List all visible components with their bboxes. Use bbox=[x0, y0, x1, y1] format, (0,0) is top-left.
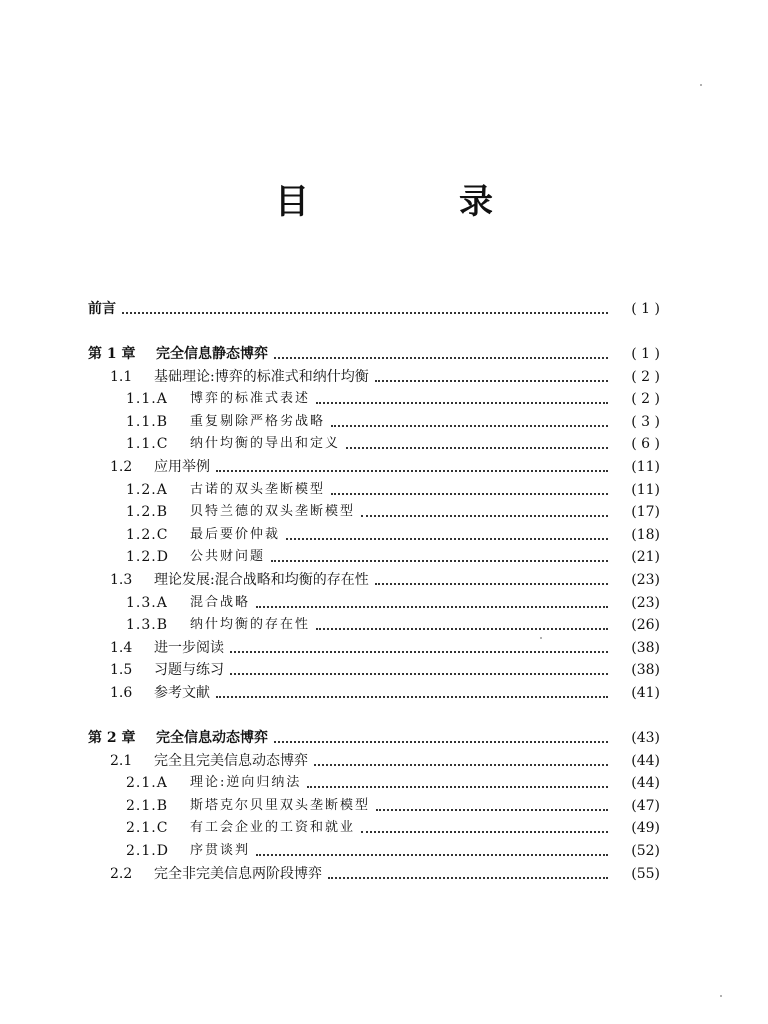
toc-entry bbox=[88, 409, 660, 431]
toc-entry-page: (17) bbox=[631, 504, 660, 521]
toc-entry-label bbox=[88, 774, 301, 792]
toc-entry bbox=[88, 680, 660, 702]
dot-leader bbox=[274, 741, 608, 743]
dot-leader bbox=[216, 470, 608, 472]
toc-entry-number: 1.2.C bbox=[126, 526, 169, 543]
toc-entry-label bbox=[88, 865, 322, 883]
toc-entry-label bbox=[88, 435, 340, 453]
toc-entry bbox=[88, 657, 660, 679]
toc-entry-number: 1.3.A bbox=[126, 594, 168, 611]
dot-leader bbox=[230, 673, 608, 675]
toc-entry-page: ( 1 ) bbox=[631, 346, 660, 362]
toc-entry-title: 基础理论:博弈的标准式和纳什均衡 bbox=[154, 368, 369, 385]
toc-entry-label bbox=[88, 639, 224, 657]
dot-leader bbox=[375, 380, 608, 382]
toc-entry-title: 完全非完美信息两阶段博弈 bbox=[154, 865, 322, 882]
toc-entry-page: (26) bbox=[631, 617, 660, 634]
toc-entry-label bbox=[88, 481, 325, 499]
dot-leader bbox=[346, 447, 608, 449]
toc-entry-label bbox=[88, 548, 265, 566]
toc-entry-page: ( 6 ) bbox=[631, 436, 660, 453]
toc-entry-title: 重复剔除严格劣战略 bbox=[190, 413, 326, 429]
dot-leader bbox=[316, 402, 608, 404]
toc-entry-page: (52) bbox=[631, 843, 660, 859]
toc-entry-page: ( 2 ) bbox=[631, 368, 660, 385]
toc-entry-number: 2.1.D bbox=[126, 843, 169, 859]
toc-entry-number: 1.1.A bbox=[126, 391, 168, 408]
toc-entry-page: (18) bbox=[631, 526, 660, 543]
toc-entry bbox=[88, 815, 660, 837]
toc-entry-title: 贝特兰德的双头垄断模型 bbox=[190, 504, 356, 520]
toc-entry-number: 1.6 bbox=[110, 685, 133, 701]
dot-leader bbox=[271, 560, 608, 562]
dot-leader bbox=[361, 515, 608, 517]
toc-entry bbox=[88, 477, 660, 499]
dot-leader bbox=[375, 583, 608, 585]
toc-entry-title: 应用举例 bbox=[154, 459, 210, 475]
toc-entry bbox=[88, 748, 660, 770]
toc-entry-page: (49) bbox=[631, 820, 660, 837]
toc-entry-number: 2.1.A bbox=[126, 775, 168, 792]
toc-entry-title: 完全信息动态博弈 bbox=[156, 730, 268, 746]
scan-speck bbox=[540, 637, 542, 639]
toc-entry-label bbox=[88, 345, 268, 363]
toc-entry-label bbox=[88, 571, 369, 589]
toc-entry-title: 混合战略 bbox=[190, 594, 251, 610]
toc-entry-page: (11) bbox=[631, 459, 660, 475]
toc-entry-page: (38) bbox=[631, 639, 660, 656]
toc-entry-number: 1.2.A bbox=[126, 481, 168, 498]
toc-entry-number: 1.2.D bbox=[126, 549, 169, 566]
toc-entry bbox=[88, 431, 660, 453]
toc-entry-label bbox=[88, 797, 370, 815]
toc-entry-number: 1.1 bbox=[110, 368, 133, 385]
toc-entry-label bbox=[88, 300, 116, 318]
toc-entry-page: (41) bbox=[631, 685, 660, 701]
toc-entry-page: (55) bbox=[631, 865, 660, 882]
toc-entry-label bbox=[88, 390, 310, 408]
dot-leader bbox=[286, 538, 608, 540]
dot-leader bbox=[376, 809, 608, 811]
toc-entry-number: 2.2 bbox=[110, 865, 133, 882]
toc-entry-number: 1.2 bbox=[110, 459, 133, 475]
toc-entry bbox=[88, 567, 660, 589]
toc-entry-label bbox=[88, 616, 310, 634]
scan-speck bbox=[720, 995, 722, 997]
toc-entry-page: (44) bbox=[631, 752, 660, 769]
toc-entry-label bbox=[88, 526, 280, 544]
toc-entry-label bbox=[88, 842, 250, 860]
toc-entry-title: 有工会企业的工资和就业 bbox=[190, 820, 356, 836]
toc-entry-label bbox=[88, 661, 224, 679]
toc-entry-title: 理论发展:混合战略和均衡的存在性 bbox=[154, 572, 369, 588]
toc-entry bbox=[88, 454, 660, 476]
toc-entry bbox=[88, 386, 660, 408]
page-title: 目 录 bbox=[275, 182, 551, 222]
toc-entry-number: 1.3.B bbox=[126, 617, 169, 634]
toc-entry-title: 古诺的双头垄断模型 bbox=[190, 481, 326, 497]
dot-leader bbox=[314, 764, 608, 766]
toc-entry-number: 第 1 章 bbox=[88, 346, 136, 362]
toc-entry-title: 参考文献 bbox=[154, 685, 210, 701]
toc-entry-page: ( 1 ) bbox=[631, 301, 660, 317]
toc-entry-title: 公共财问题 bbox=[190, 549, 266, 565]
dot-leader bbox=[216, 696, 608, 698]
toc-entry bbox=[88, 838, 660, 860]
toc-entry-number: 2.1.B bbox=[126, 797, 169, 814]
toc-entry-label bbox=[88, 729, 268, 747]
toc-entry bbox=[88, 612, 660, 634]
toc-entry-page: (47) bbox=[631, 797, 660, 814]
toc-entry-number: 1.1.C bbox=[126, 436, 169, 453]
toc-entry-page: ( 3 ) bbox=[631, 413, 660, 430]
dot-leader bbox=[328, 877, 608, 879]
toc-entry-number: 1.2.B bbox=[126, 504, 169, 521]
dot-leader bbox=[230, 651, 608, 653]
toc-entry-page: (23) bbox=[631, 572, 660, 588]
toc-entry-label bbox=[88, 819, 355, 837]
dot-leader bbox=[331, 493, 608, 495]
toc-entry bbox=[88, 522, 660, 544]
toc-entry-title: 纳什均衡的存在性 bbox=[190, 617, 311, 633]
toc-entry-label bbox=[88, 752, 308, 770]
dot-leader bbox=[256, 854, 608, 856]
toc-entry-title: 博弈的标准式表述 bbox=[190, 391, 311, 407]
toc-entry-page: ( 2 ) bbox=[631, 391, 660, 408]
toc-entry bbox=[88, 770, 660, 792]
toc-entry-number: 2.1 bbox=[110, 752, 133, 769]
toc-entry bbox=[88, 725, 660, 747]
toc-entry-title: 序贯谈判 bbox=[190, 843, 251, 858]
toc-entry bbox=[88, 499, 660, 521]
toc-entry-label bbox=[88, 413, 325, 431]
toc-entry bbox=[88, 341, 660, 363]
toc-entry-page: (23) bbox=[631, 594, 660, 611]
dot-leader bbox=[122, 312, 608, 314]
toc-entry bbox=[88, 861, 660, 883]
toc-entry-page: (21) bbox=[631, 549, 660, 566]
toc-entry-title: 进一步阅读 bbox=[154, 639, 224, 656]
dot-leader bbox=[307, 786, 608, 788]
toc-entry-label bbox=[88, 503, 355, 521]
toc-entry-title: 完全信息静态博弈 bbox=[156, 346, 268, 362]
toc-entry bbox=[88, 364, 660, 386]
toc-entry-label bbox=[88, 684, 210, 702]
toc-entry-number: 1.3 bbox=[110, 572, 133, 588]
toc-entry-title: 前言 bbox=[88, 301, 116, 317]
toc-entry bbox=[88, 296, 660, 318]
toc-entry-title: 纳什均衡的导出和定义 bbox=[190, 436, 341, 452]
toc-entry-label bbox=[88, 594, 250, 612]
toc-entry bbox=[88, 793, 660, 815]
toc-entry-label bbox=[88, 458, 210, 476]
toc-entry-title: 完全且完美信息动态博弈 bbox=[154, 752, 308, 769]
dot-leader bbox=[316, 628, 608, 630]
toc-entry-number: 1.4 bbox=[110, 639, 133, 656]
toc-entry-label bbox=[88, 368, 369, 386]
toc-entry-number: 2.1.C bbox=[126, 820, 169, 837]
toc-entry-title: 习题与练习 bbox=[154, 662, 224, 679]
dot-leader bbox=[274, 357, 608, 359]
dot-leader bbox=[361, 831, 608, 833]
scan-speck bbox=[700, 84, 702, 86]
toc-entry-page: (11) bbox=[631, 481, 660, 498]
toc-entry-title: 最后要价仲裁 bbox=[190, 526, 281, 542]
dot-leader bbox=[256, 606, 608, 608]
toc-entry-title: 理论:逆向归纳法 bbox=[190, 775, 302, 791]
toc-entry-number: 1.1.B bbox=[126, 413, 169, 430]
toc-entry-title: 斯塔克尔贝里双头垄断模型 bbox=[190, 797, 371, 813]
toc-entry-page: (38) bbox=[631, 662, 660, 679]
toc-entry bbox=[88, 590, 660, 612]
toc-entry-number: 1.5 bbox=[110, 662, 133, 679]
toc-entry-number: 第 2 章 bbox=[88, 730, 136, 746]
toc-entry-page: (44) bbox=[631, 775, 660, 792]
dot-leader bbox=[331, 425, 608, 427]
toc-entry bbox=[88, 544, 660, 566]
toc-entry bbox=[88, 635, 660, 657]
toc-entry-page: (43) bbox=[631, 730, 660, 746]
